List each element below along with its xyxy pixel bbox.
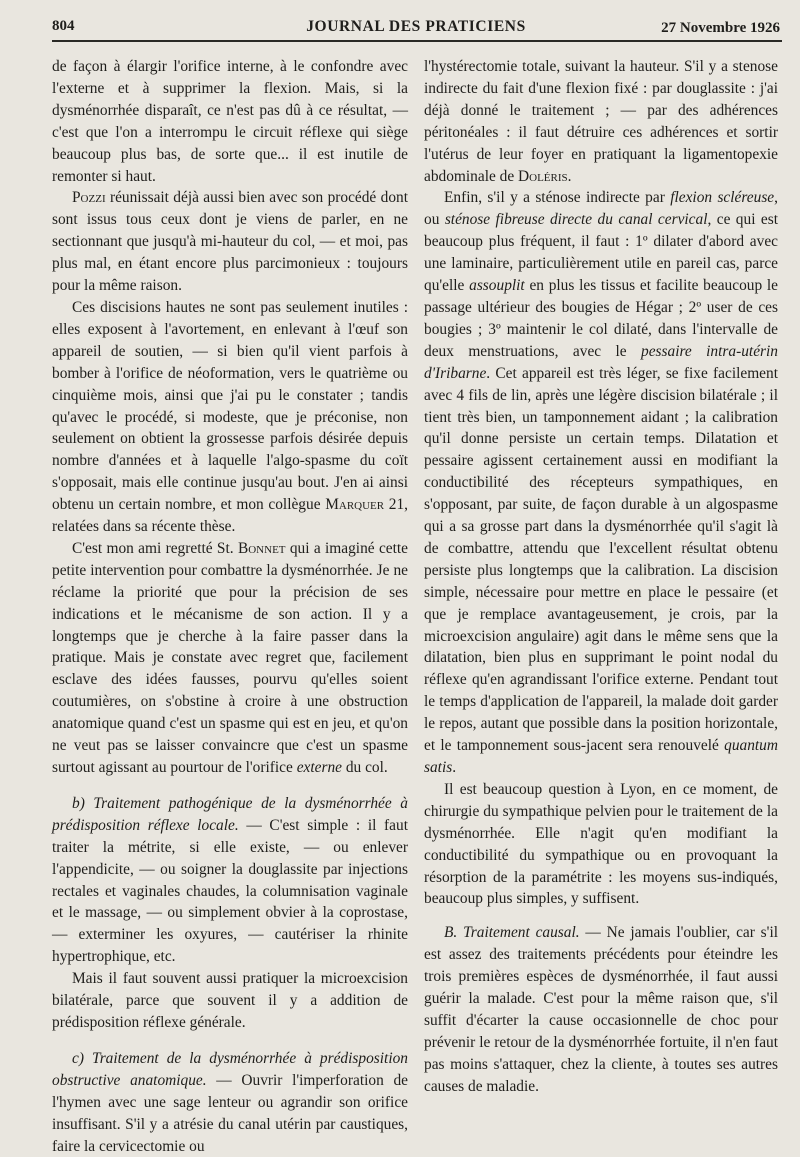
paragraph: Enfin, s'il y a sténose indirecte par flexion scléreuse, ou sténose fibreuse directe du canal cervical, ce qui est beaucoup plus fréquent, il faut : 1º dilater d'abord avec une laminaire, particulièrement utile en pareil cas, parce qu'elle assouplit en plus les tissus et facilite beaucoup le passage ultérieur des bougies de Hégar ; 2º user de ces bougies ; 3º maintenir le col dilaté, dans l'intervalle de deux menstruations, avec le pessaire intra-utérin d'Iribarne. Cet appareil est très léger, se fixe facilement avec 4 fils de lin, après une légère discision bilatérale ; il tient très bien, un tamponnement aidant ; la calibration qu'il donne persiste un certain temps. Dilatation et pessaire agissent certainement aussi en modifiant la conductibilité des récepteurs sympathiques, en s'opposant, par suite, de façon durable à un algospasme qui a sa grosse part dans la dysménorrhée qu'il s'agit là de combattre, attendu que l'excellent résultat obtenu persiste plus longtemps que la calibration. La discision simple, nécessaire pour mettre en place le pessaire (et que je remplace avantageusement, je crois, par la microexcision angulaire) agit dans le même sens que la dilatation, bien plus en supprimant le point nodal du réflexe qu'en agrandissant l'orifice externe. Pendant tout le temps d'application de l'appareil, la malade doit garder le repos, autant que possible dans la position horizontale, et le tamponnement sous-jacent sera renouvelé quantum satis. <box>424 189 778 776</box>
section-c: c) Traitement de la dysménorrhée à prédisposition obstructive anatomique. — Ouvrir l'imperforation de l'hymen avec une sage lenteur ou agrandir son orifice insuffisant. S'il y a atrésie du canal utérin par caustiques, faire la cervicectomie ou <box>52 1049 408 1155</box>
section-heading: b) Traitement pathogénique de la dysménorrhée à prédisposition réflexe locale. <box>52 794 408 834</box>
right-column <box>424 56 778 1098</box>
author-name: Bonnet <box>237 539 286 557</box>
section-heading: c) Traitement de la dysménorrhée à prédisposition obstructive anatomique. <box>52 1049 408 1089</box>
paragraph: l'hystérectomie totale, suivant la hauteur. S'il y a stenose indirecte du fait d'une flexion fixé : par douglassite : j'ai déjà donné le traitement ; — par des adhérences péritonéales : il faut détruire ces adhérences et sortir l'utérus de leur foyer en pratiquant la ligamentopexie abdominale de Doléris. <box>424 58 778 185</box>
journal-title: JOURNAL DES PRATICIENS <box>306 18 526 35</box>
page-header <box>52 14 780 40</box>
paragraph: de façon à élargir l'orifice interne, à le confondre avec l'externe et à supprimer la flexion. Mais, si la dysménorrhée disparaît, ce n'est pas dû à ce résultat, — c'est que l'on a interrompu le circuit réflexe qui siège beaucoup plus bas, de sorte que... il est inutile de remonter si haut. <box>52 58 408 185</box>
paragraph: Il est beaucoup question à Lyon, en ce moment, de chirurgie du sympathique pelvien pour le traitement de la dysménorrhée. Elle n'agit qu'en modifiant la conductibilité du sympathique ou en provoquant la résorption de la paramétrite : les moyens sus-indiqués, beaucoup plus simples, y suffisent. <box>424 780 778 908</box>
paragraph: C'est mon ami regretté St. Bonnet qui a imaginé cette petite intervention pour combattre la dysménorrhée. Je ne réclame la priorité que pour la précision de ses indications et le mécanisme de son action. Il y a longtemps que je cherche à la faire passer dans la pratique. Mais je constate avec regret que, facilement esclave des idées fausses, pourvu qu'elles soient coutumières, on s'obstine à croire à une obstruction anatomique quand c'est un spasme qui est en jeu, et qu'on ne veut pas se laisser convaincre que c'est un spasme surtout agissant au pourtour de l'orifice externe du col. <box>52 539 408 776</box>
paragraph: Pozzi réunissait déjà aussi bien avec son procédé dont sont issus tous ceux dont je viens de parler, en ne sectionnant que jusqu'à mi-hauteur du col, — et moi, pas plus mal, en étant encore plus parcimonieux : toujours pour la même raison. <box>52 189 408 295</box>
page-number: 804 <box>52 18 75 34</box>
left-column <box>52 56 408 1157</box>
author-name: Doléris <box>518 167 568 185</box>
author-name: Marquer <box>325 496 385 514</box>
section-B: B. Traitement causal. — Ne jamais l'oublier, car s'il est assez des traitements précédents pour éteindre les trois premières espèces de dysménorrhée, il faut aussi guérir la malade. C'est pour la même raison que, s'il suffit d'écarter la cause occasionnelle de choc pour prévenir le retour de la dysménorrhée fortuite, il n'en faut pas moins s'attaquer, chez la cliente, à toutes ses autres causes de maladie. <box>424 924 778 1095</box>
issue-date: 27 Novembre 1926 <box>661 20 780 36</box>
header-rule <box>52 40 782 42</box>
paragraph: Mais il faut souvent aussi pratiquer la microexcision bilatérale, parce que souvent il y a addition de prédisposition réflexe générale. <box>52 970 408 1031</box>
section-b: b) Traitement pathogénique de la dysménorrhée à prédisposition réflexe locale. — C'est simple : il faut traiter la métrite, si elle existe, — ou enlever l'appendicite, — ou soigner la douglassite par injections rectales et vaginales chaudes, la columnisation vaginale et le massage, — ou simplement obvier à la coprostase, — exterminer les oxyures, — cautériser la rhinite hypertrophique, etc. <box>52 794 408 966</box>
section-heading: B. Traitement causal. <box>444 924 580 942</box>
paragraph: Ces discisions hautes ne sont pas seulement inutiles : elles exposent à l'avortement, en enlevant à l'œuf son appareil de soutien, — si bien qu'il vient parfois à bomber à l'orifice de néoformation, vers le quatrième ou cinquième mois, ainsi que j'ai pu le constater ; tandis qu'avec le procédé, si modeste, que je préconise, non seulement on obtient la grossesse parfois désirée depuis nombre d'années et à laquelle l'algo-spasme du coït s'opposait, mais elle continue jusqu'au bout. J'en ai ainsi obtenu un certain nombre, et mon collègue Marquer 21, relatées dans sa récente thèse. <box>52 298 408 536</box>
author-name: Pozzi <box>72 189 106 207</box>
